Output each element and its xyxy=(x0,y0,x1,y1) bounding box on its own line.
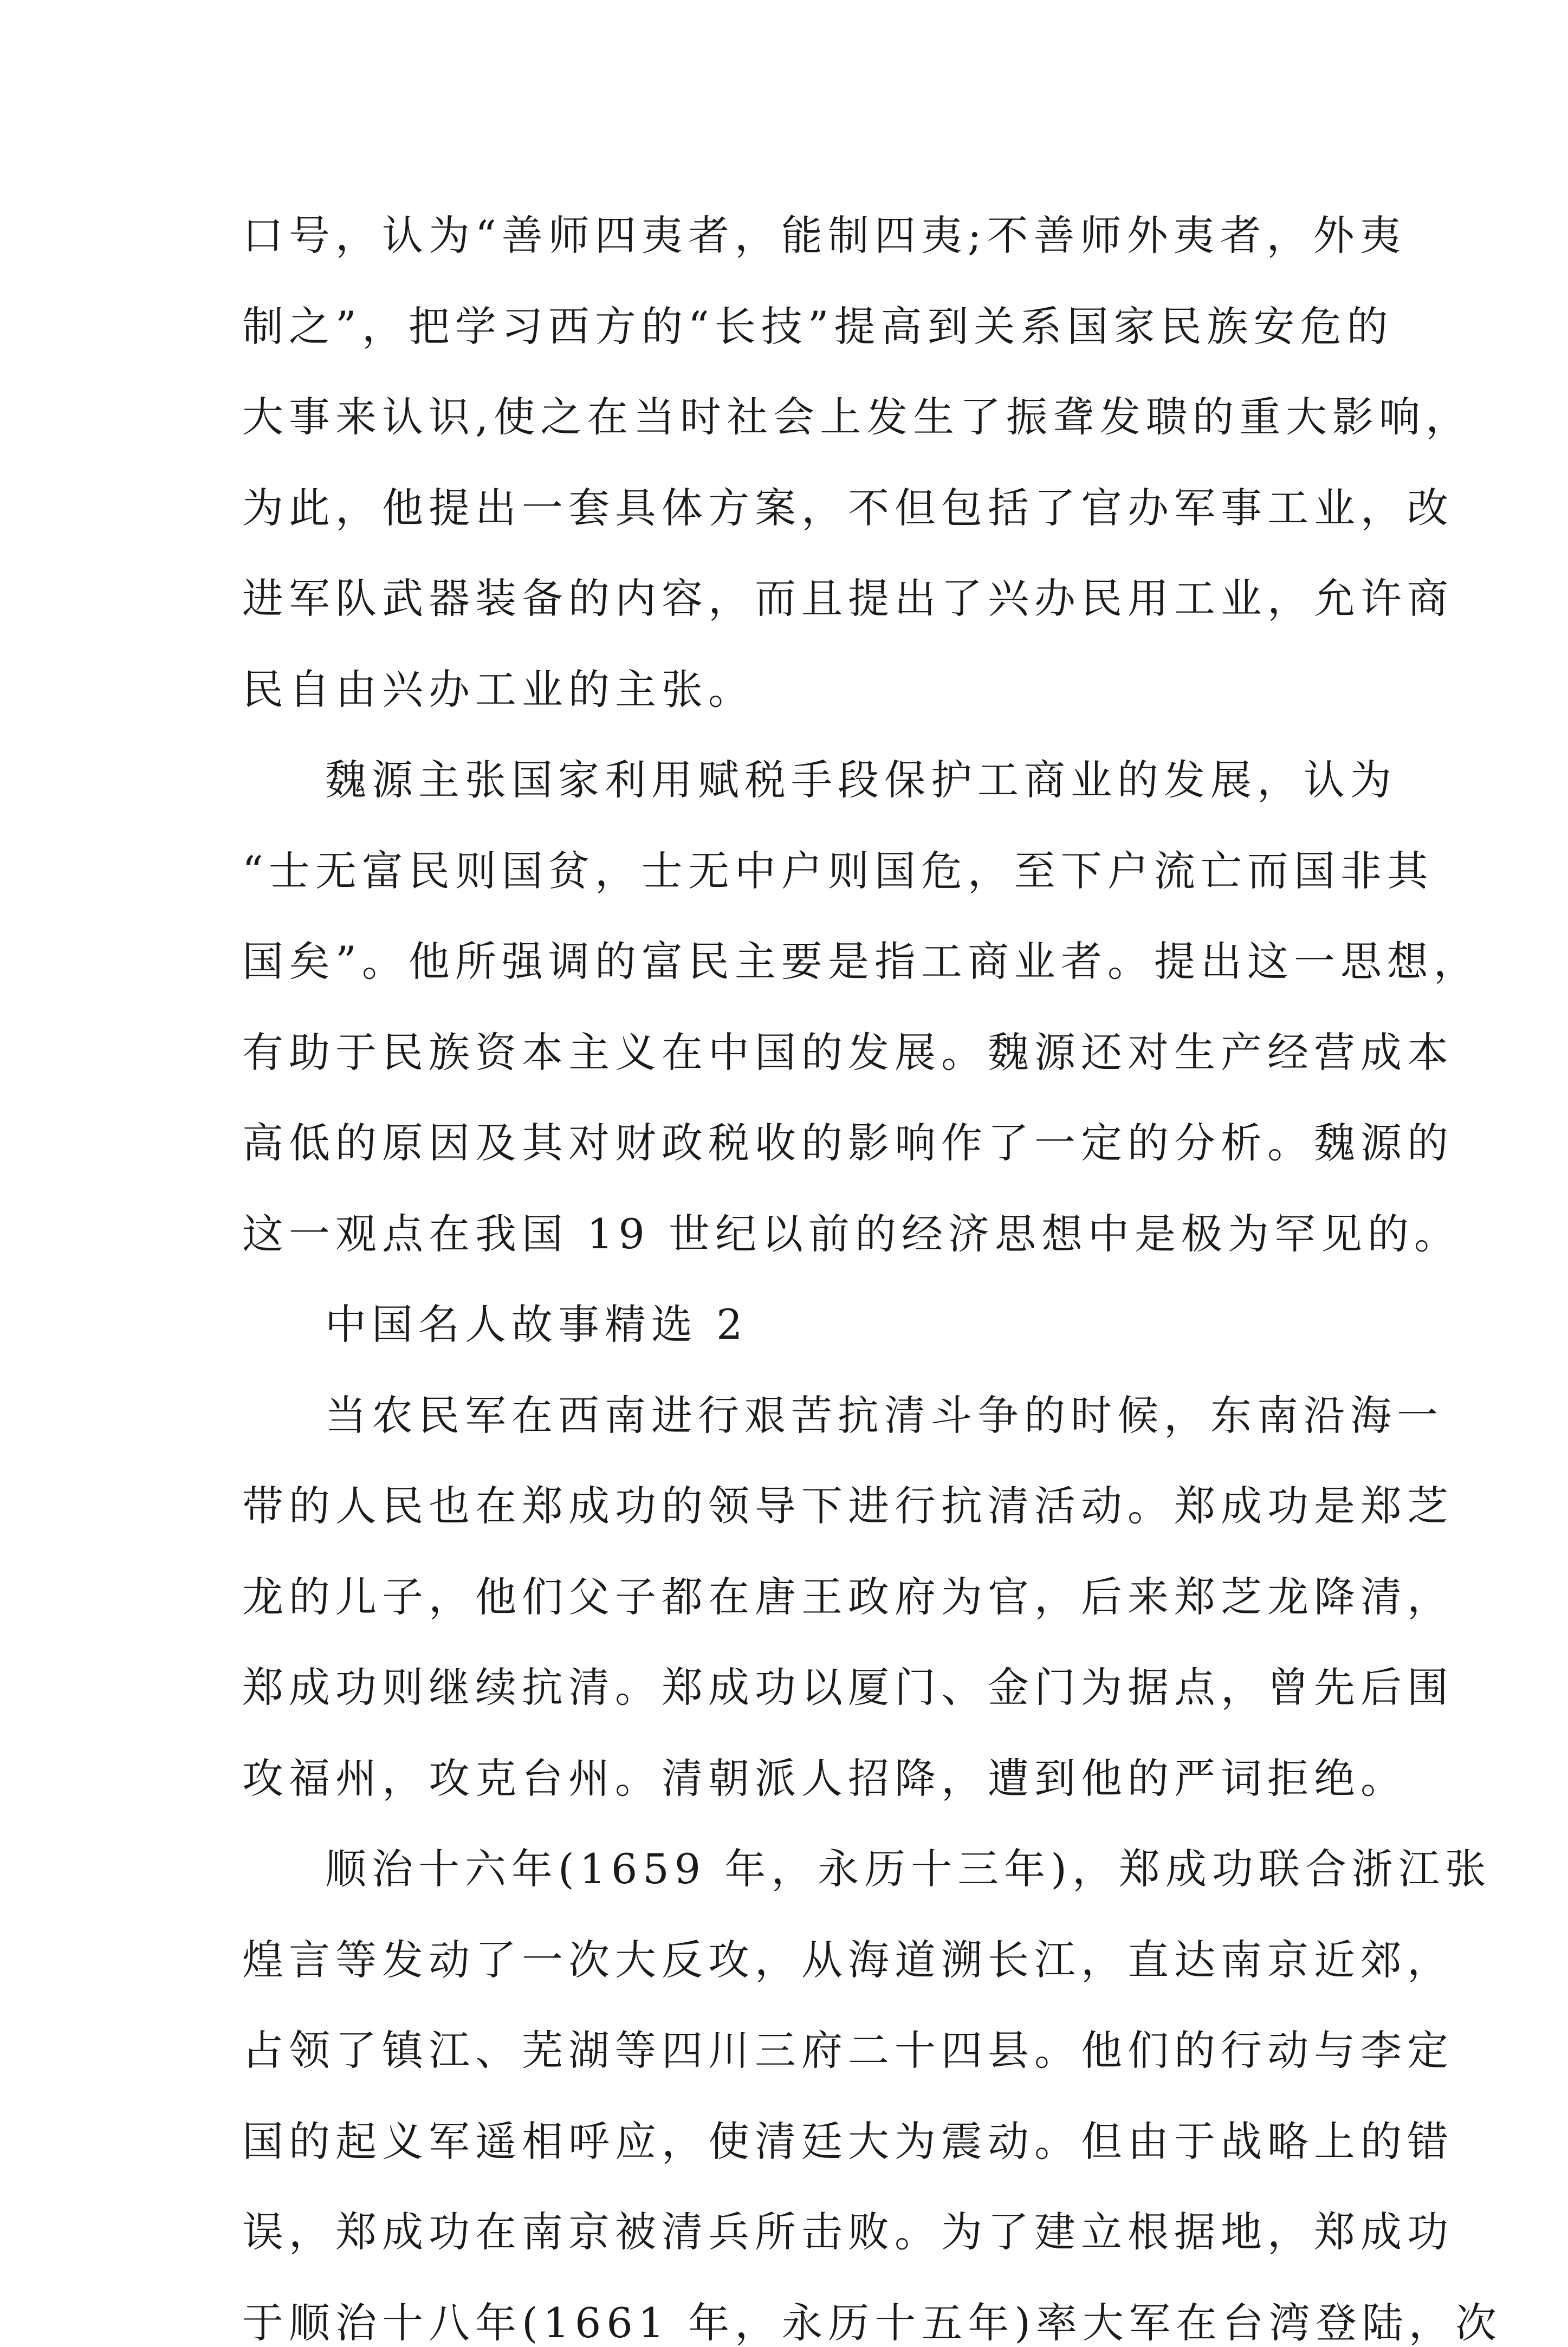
text-line: 有助于民族资本主义在中国的发展。魏源还对生产经营成本 xyxy=(242,1028,1454,1077)
text-line: 攻福州，攻克台州。清朝派人招降，遭到他的严词拒绝。 xyxy=(242,1754,1407,1803)
text-line: 进军队武器装备的内容，而且提出了兴办民用工业，允许商 xyxy=(242,574,1454,623)
text-line: 民自由兴办工业的主张。 xyxy=(242,665,755,714)
text-line: 误，郑成功在南京被清兵所击败。为了建立根据地，郑成功 xyxy=(242,2208,1454,2256)
text-line: 龙的儿子，他们父子都在唐王政府为官，后来郑芝龙降清， xyxy=(242,1573,1454,1621)
text-line: “士无富民则国贫，士无中户则国危，至下户流亡而国非其 xyxy=(242,847,1434,895)
text-line: 国的起义军遥相呼应，使清廷大为震动。但由于战略上的错 xyxy=(242,2117,1454,2166)
paragraph-first-line: 顺治十六年(1659 年，永历十三年)，郑成功联合浙江张 xyxy=(325,1845,1492,1893)
text-line: 煌言等发动了一次大反攻，从海道溯长江，直达南京近郊， xyxy=(242,1936,1454,1984)
text-line: 口号，认为“善师四夷者，能制四夷;不善师外夷者，外夷 xyxy=(242,211,1407,260)
text-line: 为此，他提出一套具体方案，不但包括了官办军事工业，改 xyxy=(242,484,1454,532)
text-line: 制之”，把学习西方的“长技”提高到关系国家民族安危的 xyxy=(242,302,1394,351)
text-line: 占领了镇江、芜湖等四川三府二十四县。他们的行动与李定 xyxy=(242,2026,1454,2074)
text-line: 郑成功则继续抗清。郑成功以厦门、金门为据点，曾先后围 xyxy=(242,1663,1454,1711)
text-line: 高低的原因及其对财政税收的影响作了一定的分析。魏源的 xyxy=(242,1119,1454,1167)
text-line: 国矣”。他所强调的富民主要是指工商业者。提出这一思想， xyxy=(242,937,1480,986)
paragraph-first-line: 当农民军在西南进行艰苦抗清斗争的时候，东南沿海一 xyxy=(325,1391,1443,1440)
text-line: 这一观点在我国 19 世纪以前的经济思想中是极为罕见的。 xyxy=(242,1210,1461,1258)
text-line: 于顺治十八年(1661 年，永历十五年)率大军在台湾登陆，次 xyxy=(242,2299,1502,2347)
paragraph-first-line: 魏源主张国家利用赋税手段保护工商业的发展，认为 xyxy=(325,756,1397,804)
text-line: 带的人民也在郑成功的领导下进行抗清活动。郑成功是郑芝 xyxy=(242,1482,1454,1530)
text-line: 大事来认识,使之在当时社会上发生了振聋发聩的重大影响， xyxy=(242,393,1473,441)
section-heading: 中国名人故事精选 2 xyxy=(325,1300,748,1348)
